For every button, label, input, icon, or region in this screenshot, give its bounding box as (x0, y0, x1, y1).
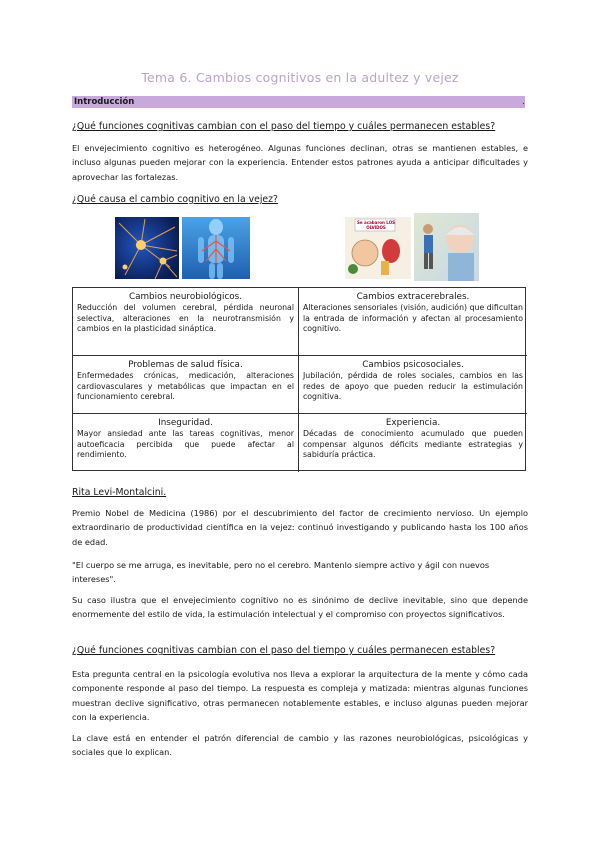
table-cell (299, 288, 527, 356)
question-heading-1: ¿Qué funciones cognitivas cambian con el paso del tiempo y cuáles permanecen estables? (72, 121, 496, 132)
cell-heading: Inseguridad. (158, 418, 213, 428)
paragraph-key: La clave está en entender el patrón diferencial de cambio y las razones neurobiológicas, psicológicas y sociales que lo explican. (72, 733, 528, 758)
cell-text: Mayor ansiedad ante las tareas cognitivas, menor autoeficacia percibida que puede afectar al rendimiento. (77, 429, 294, 460)
paragraph-nobel: Premio Nobel de Medicina (1986) por el descubrimiento del factor de crecimiento nervioso. Un ejemplo extraordinario de productividad científica en la vejez: continuó investigando y publicando hasta los 100 años de edad. (72, 508, 528, 547)
table-cell (73, 356, 299, 414)
human-nervous-system-image (182, 217, 250, 279)
paragraph-case: Su caso ilustra que el envejecimiento cognitivo no es sinónimo de declive inevitable, sino que depende enormemente del estilo de vida, la estimulación intelectual y el compromiso con proyectos significativos. (72, 595, 528, 620)
cell-text: Jubilación, pérdida de roles sociales, cambios en las redes de apoyo que pueden reducir la estimulación cognitiva. (303, 371, 523, 402)
table-cell (299, 414, 527, 472)
cell-heading: Cambios psicosociales. (362, 360, 464, 370)
table-cell (73, 288, 299, 356)
page-title: Tema 6. Cambios cognitivos en la adultez y vejez (141, 70, 459, 85)
cell-heading: Cambios extracerebrales. (356, 292, 470, 302)
paragraph-central-question: Esta pregunta central en la psicología evolutiva nos lleva a explorar la arquitectura de la mente y cómo cada componente responde al paso del tiempo. La respuesta es compleja y matizada: mientras algunas funciones muestran declive significativo, otras permanecen notablemente estables, e incluso algunas pueden mejorar con la experiencia. (72, 669, 528, 722)
table-cell (299, 356, 527, 414)
question-heading-3: ¿Qué funciones cognitivas cambian con el paso del tiempo y cuáles permanecen estables? (72, 645, 496, 656)
paragraph-intro: El envejecimiento cognitivo es heterogéneo. Algunas funciones declinan, otras se mantienen estables, e incluso algunas pueden mejorar con la experiencia. Entender estos patrones ayuda a anticipar dificultades y aprovechar las fortalezas. (72, 143, 528, 182)
cartoon-caption: Se acabaron LOS OLVIDOS (357, 220, 395, 230)
neuron-network-image (115, 217, 179, 279)
active-elderly-people-image (414, 213, 479, 281)
section-bar-label: Introducción (74, 97, 135, 107)
rita-levi-montalcini-heading: Rita Levi-Montalcini. (72, 487, 167, 498)
question-heading-2: ¿Qué causa el cambio cognitivo en la vejez? (72, 194, 278, 205)
cell-text: Enfermedades crónicas, medicación, alteraciones cardiovasculares y metabólicas que impactan en el funcionamiento cerebral. (77, 371, 294, 402)
table-cell (73, 414, 299, 472)
section-bar-introduction (72, 96, 525, 108)
cell-text: Reducción del volumen cerebral, pérdida neuronal selectiva, alteraciones en la neurotransmisión y cambios en la plasticidad sináptica. (77, 303, 294, 334)
section-bar-dot: . (522, 97, 525, 107)
quote-paragraph: "El cuerpo se me arruga, es inevitable, pero no el cerebro. Mantenlo siempre activo y ágil con nuevos intereses". (72, 560, 490, 584)
cell-heading: Cambios neurobiológicos. (128, 292, 243, 302)
cartoon-memory-image (345, 217, 411, 279)
cell-heading: Experiencia. (385, 418, 441, 428)
cell-heading: Problemas de salud física. (128, 360, 243, 370)
cell-text: Alteraciones sensoriales (visión, audición) que dificultan la entrada de información y afectan al procesamiento cognitivo. (303, 303, 523, 334)
cell-text: Décadas de conocimiento acumulado que pueden compensar algunos déficits mediante estrategias y sabiduría práctica. (303, 429, 523, 460)
cognitive-change-causes-table (72, 287, 526, 471)
